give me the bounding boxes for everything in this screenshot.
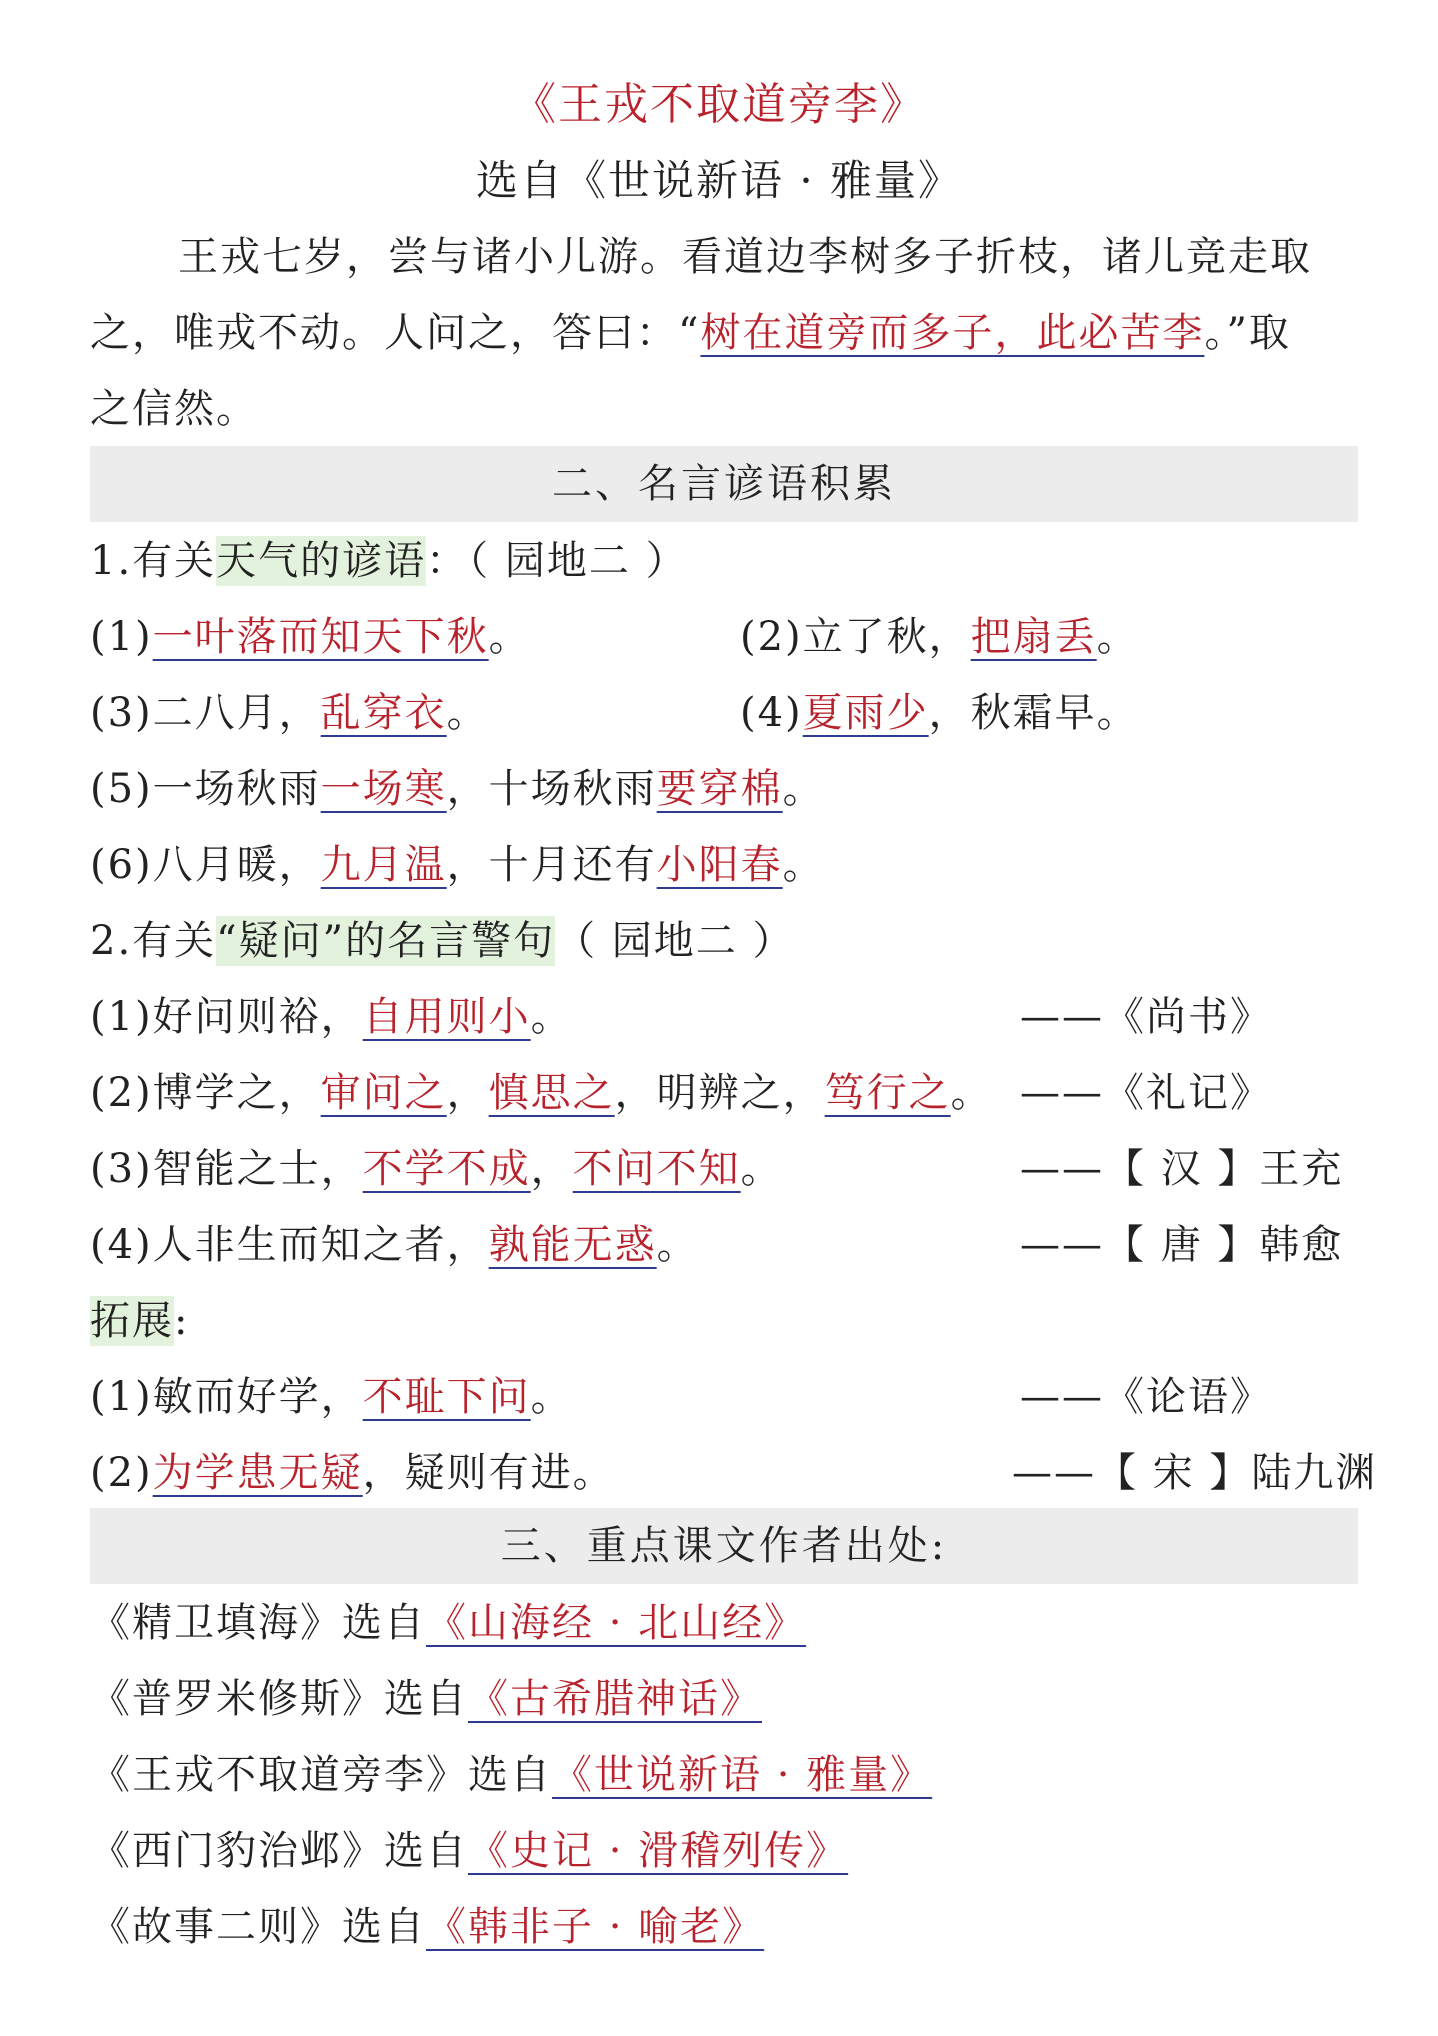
source-row-5 bbox=[90, 1902, 764, 1954]
answer-text: 笃行之 bbox=[824, 1070, 951, 1116]
proverb-row-6 bbox=[90, 840, 825, 892]
highlight-text: 天气的谚语 bbox=[216, 538, 427, 584]
page-title: 《王戎不取道旁李》 bbox=[512, 79, 926, 130]
passage-line-3: 之信然。 bbox=[90, 386, 258, 432]
extension-row-2 bbox=[90, 1448, 615, 1500]
answer-text: 为学患无疑 bbox=[152, 1450, 363, 1496]
item-text: (3)二八月， bbox=[90, 690, 321, 736]
item-text: (6)八月暖， bbox=[90, 842, 321, 888]
quote-source-2: ——《礼记》 bbox=[1020, 1070, 1272, 1116]
answer-text: 孰能无惑 bbox=[488, 1222, 657, 1268]
highlight-text: 拓展 bbox=[90, 1298, 174, 1344]
extension-row-1 bbox=[90, 1372, 573, 1424]
extension-source-2: ——【 宋 】陆九渊 bbox=[1012, 1450, 1378, 1496]
item-text: 。 bbox=[1096, 614, 1139, 660]
item-text: (5)一场秋雨 bbox=[90, 766, 321, 812]
quote-row-3 bbox=[90, 1144, 783, 1196]
answer-text: 小阳春 bbox=[656, 842, 783, 888]
group-prefix: 2.有关 bbox=[90, 918, 217, 964]
item-text: ，十月还有 bbox=[446, 842, 657, 888]
group-2-heading bbox=[90, 916, 795, 968]
answer-text: 一场寒 bbox=[320, 766, 447, 812]
quote-row-2 bbox=[90, 1068, 993, 1120]
page-subtitle: 选自《世说新语 · 雅量》 bbox=[475, 156, 963, 205]
source-row-2 bbox=[90, 1674, 762, 1726]
item-text: (4)人非生而知之者， bbox=[90, 1222, 489, 1268]
work-title: 《普罗米修斯》选自 bbox=[90, 1676, 468, 1722]
proverb-row-2 bbox=[90, 688, 1139, 740]
source-row-4 bbox=[90, 1826, 848, 1878]
item-text: (2) bbox=[90, 1450, 153, 1496]
item-text: (1) bbox=[90, 614, 153, 660]
highlight-text: “疑问”的名言警句 bbox=[216, 918, 556, 964]
answer-text: 树在道旁而多子，此必苦李 bbox=[700, 310, 1205, 356]
section-heading-3: 三、重点课文作者出处: bbox=[90, 1508, 1358, 1584]
answer-text: 九月温 bbox=[320, 842, 447, 888]
work-title: 《故事二则》选自 bbox=[90, 1904, 426, 1950]
item-text: ，明辨之， bbox=[614, 1070, 825, 1116]
item-text: 。 bbox=[488, 614, 531, 660]
item-text: ，疑则有进。 bbox=[362, 1450, 615, 1496]
item-text: (1)敏而好学， bbox=[90, 1374, 363, 1420]
source-row-1 bbox=[90, 1598, 806, 1650]
answer-text: 不耻下问 bbox=[362, 1374, 531, 1420]
proverb-row-5 bbox=[90, 764, 825, 816]
extension-colon: : bbox=[174, 1298, 190, 1344]
group-prefix: 1.有关 bbox=[90, 538, 217, 584]
group-1-heading bbox=[90, 536, 688, 588]
proverb-item-2 bbox=[740, 612, 1139, 662]
item-text: ，秋霜早。 bbox=[928, 690, 1139, 736]
item-text: ， bbox=[530, 1146, 573, 1192]
source-row-3 bbox=[90, 1750, 932, 1802]
item-text: 。 bbox=[782, 766, 825, 812]
extension-heading bbox=[90, 1296, 189, 1348]
extension-source-1: ——《论语》 bbox=[1020, 1374, 1272, 1420]
answer-text: 《史记 · 滑稽列传》 bbox=[468, 1828, 849, 1874]
item-text: 。 bbox=[950, 1070, 993, 1116]
quote-source-3: ——【 汉 】王充 bbox=[1020, 1146, 1344, 1192]
answer-text: 要穿棉 bbox=[656, 766, 783, 812]
proverb-item-4 bbox=[740, 688, 1139, 738]
item-text: ，十场秋雨 bbox=[446, 766, 657, 812]
passage-text: 。”取 bbox=[1204, 310, 1291, 356]
item-text: (4) bbox=[740, 690, 803, 736]
proverb-row-1 bbox=[90, 612, 1139, 664]
item-text: 。 bbox=[530, 1374, 573, 1420]
work-title: 《西门豹治邺》选自 bbox=[90, 1828, 468, 1874]
quote-source-1: ——《尚书》 bbox=[1020, 994, 1272, 1040]
item-text: 。 bbox=[782, 842, 825, 888]
quote-row-1 bbox=[90, 992, 573, 1044]
passage-text: 之，唯戎不动。人问之，答曰：“ bbox=[90, 310, 701, 356]
item-text: 。 bbox=[530, 994, 573, 1040]
item-text: (1)好问则裕， bbox=[90, 994, 363, 1040]
answer-text: 一叶落而知天下秋 bbox=[152, 614, 489, 660]
answer-text: 乱穿衣 bbox=[320, 690, 447, 736]
passage-line-1: 王戎七岁，尝与诸小儿游。看道边李树多子折枝，诸儿竞走取 bbox=[178, 234, 1312, 280]
item-text: 。 bbox=[446, 690, 489, 736]
group-suffix: （ 园地二 ） bbox=[555, 918, 795, 964]
group-suffix: ：（ 园地二 ） bbox=[426, 538, 688, 584]
item-text: ， bbox=[446, 1070, 489, 1116]
section-heading-2: 二、名言谚语积累 bbox=[90, 446, 1358, 522]
passage-line-2 bbox=[90, 308, 1291, 360]
item-text: 。 bbox=[656, 1222, 699, 1268]
answer-text: 慎思之 bbox=[488, 1070, 615, 1116]
item-text: (3)智能之士， bbox=[90, 1146, 363, 1192]
answer-text: 《韩非子 · 喻老》 bbox=[426, 1904, 765, 1950]
work-title: 《王戎不取道旁李》选自 bbox=[90, 1752, 552, 1798]
answer-text: 《古希腊神话》 bbox=[468, 1676, 762, 1722]
answer-text: 不学不成 bbox=[362, 1146, 531, 1192]
answer-text: 《世说新语 · 雅量》 bbox=[552, 1752, 933, 1798]
answer-text: 不问不知 bbox=[572, 1146, 741, 1192]
item-text: (2)立了秋， bbox=[740, 614, 971, 660]
quote-row-4 bbox=[90, 1220, 699, 1272]
answer-text: 审问之 bbox=[320, 1070, 447, 1116]
work-title: 《精卫填海》选自 bbox=[90, 1600, 426, 1646]
answer-text: 夏雨少 bbox=[802, 690, 929, 736]
answer-text: 把扇丢 bbox=[970, 614, 1097, 660]
quote-source-4: ——【 唐 】韩愈 bbox=[1020, 1222, 1344, 1268]
answer-text: 《山海经 · 北山经》 bbox=[426, 1600, 807, 1646]
item-text: 。 bbox=[740, 1146, 783, 1192]
item-text: (2)博学之， bbox=[90, 1070, 321, 1116]
answer-text: 自用则小 bbox=[362, 994, 531, 1040]
